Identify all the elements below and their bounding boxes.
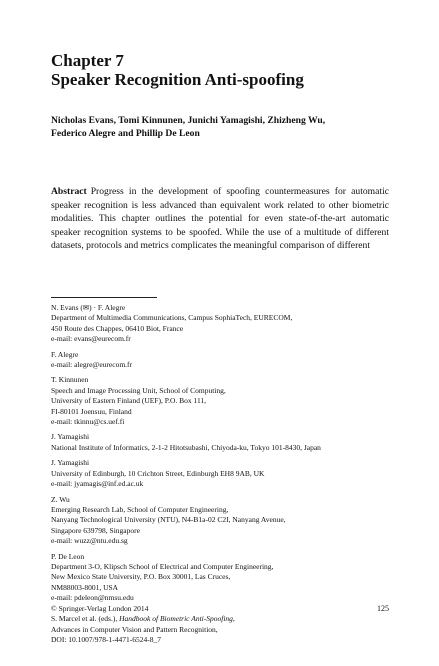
affiliations — [51, 303, 391, 609]
affiliation-line: Z. Wu — [51, 494, 70, 504]
affiliation-line: P. De Leon — [51, 551, 85, 561]
abstract-line: datasets, protocols and metrics complicates the meaningful comparison of different — [51, 240, 370, 252]
affiliation-line: Department of Multimedia Communications, Campus SophiaTech, EURECOM, — [51, 313, 293, 323]
affiliation-block — [51, 495, 391, 547]
affiliation-line: F. Alegre — [51, 349, 79, 359]
affiliation-block — [51, 375, 391, 427]
series-line: Advances in Computer Vision and Pattern Recognition, — [51, 624, 218, 634]
affiliation-email: e-mail: evans@eurecom.fr — [51, 334, 131, 344]
affiliation-email: e-mail: jyamagis@inf.ed.ac.uk — [51, 479, 144, 489]
affiliation-line: Department 3-O, Klipsch School of Electrical and Computer Engineering, — [51, 561, 274, 571]
affiliation-line: N. Evans (✉) · F. Alegre — [51, 303, 126, 312]
affiliation-email: e-mail: tkinnu@cs.uef.fi — [51, 417, 125, 427]
affiliation-line: Nanyang Technological University (NTU), N4-B1a-02 C2I, Nanyang Avenue, — [51, 515, 286, 525]
affiliation-line: NM88003-8001, USA — [51, 582, 119, 592]
chapter-title: Speaker Recognition Anti-spoofing — [51, 70, 304, 89]
affiliation-block — [51, 432, 391, 453]
doi-line: DOI: 10.1007/978-1-4471-6524-8_7 — [51, 635, 161, 645]
affiliation-line: University of Edinburgh, 10 Crichton Street, Edinburgh EH8 9AB, UK — [51, 468, 265, 478]
affiliation-line: Singapore 639798, Singapore — [51, 525, 140, 535]
affiliation-line: National Institute of Informatics, 2-1-2 Hitotsubashi, Chiyoda-ku, Tokyo 101-8430, Japan — [51, 442, 321, 452]
abstract-line: Progress in the development of spoofing countermeasures for automatic — [90, 186, 389, 197]
affiliation-line: Emerging Research Lab, School of Computer Engineering, — [51, 504, 229, 514]
affiliation-email: e-mail: wuzz@ntu.edu.sg — [51, 536, 128, 546]
citation-suffix: , — [232, 614, 235, 624]
affiliation-line: J. Yamagishi — [51, 458, 90, 468]
affiliation-block — [51, 350, 391, 371]
affiliation-line: 450 Route des Chappes, 06410 Biot, France — [51, 323, 184, 333]
affiliation-line: FI-80101 Joensuu, Finland — [51, 406, 132, 416]
affiliation-line: University of Eastern Finland (UEF), P.O. Box 111, — [51, 396, 207, 406]
citation-book-title: Handbook of Biometric Anti-Spoofing — [119, 614, 233, 624]
page-footer — [51, 604, 389, 646]
abstract-line: speaker recognition systems to be spoofed. While the use of a multitude of different — [51, 226, 389, 238]
author-line: Nicholas Evans, Tomi Kinnunen, Junichi Yamagishi, Zhizheng Wu, — [51, 115, 326, 126]
affiliation-line: T. Kinnunen — [51, 375, 89, 385]
author-list — [51, 114, 391, 140]
author-line: Federico Alegre and Phillip De Leon — [51, 128, 200, 139]
abstract-line: speaker recognition is less advanced than equivalent work related to other biometric — [51, 199, 389, 211]
affiliation-email: e-mail: alegre@eurecom.fr — [51, 360, 133, 370]
citation-prefix: S. Marcel et al. (eds.), — [51, 614, 120, 624]
citation-line — [51, 614, 389, 624]
abstract — [51, 185, 389, 253]
affiliation-line: Speech and Image Processing Unit, School of Computing, — [51, 385, 226, 395]
abstract-label: Abstract — [51, 186, 87, 197]
affiliation-line: New Mexico State University, P.O. Box 30001, Las Cruces, — [51, 572, 231, 582]
affiliation-email: e-mail: pdeleon@nmsu.edu — [51, 593, 134, 603]
chapter-label: Chapter 7 — [51, 51, 124, 70]
affiliation-line: J. Yamagishi — [51, 432, 90, 442]
footnote-rule — [51, 297, 157, 298]
abstract-line: modalities. This chapter outlines the potential for even state-of-the-art automatic — [51, 213, 389, 225]
affiliation-block — [51, 303, 391, 345]
copyright-line: © Springer-Verlag London 2014 — [51, 604, 149, 613]
affiliation-block — [51, 552, 391, 604]
page-number: 125 — [377, 604, 389, 613]
affiliation-block — [51, 458, 391, 489]
